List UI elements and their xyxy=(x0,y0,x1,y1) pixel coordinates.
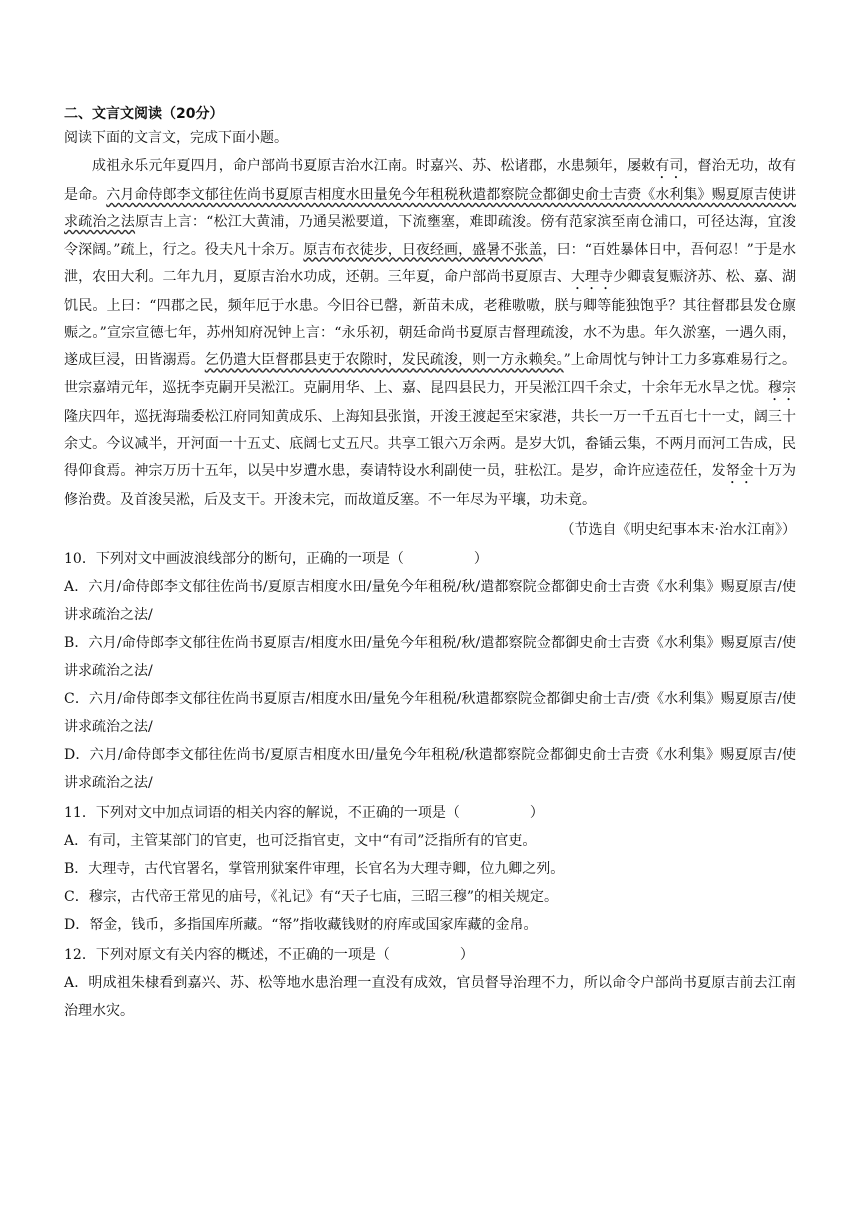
passage-source: （节选自《明史纪事本末·治水江南》） xyxy=(560,521,796,538)
passage-segment: 原吉上言：“松江大黄浦，乃通吴淞要道，下流壅塞，难即疏浚。傍有范家滨至南仓浦口，可径达海，宜浚令深阔。”疏上，行之。役夫凡十余万。 xyxy=(64,214,797,258)
passage-text xyxy=(64,153,796,515)
question-10-option-d: D．六月/命侍郎李文郁往佐尚书/夏原吉相度水田/量免今年租税/秋遣都察院佥都御史俞士吉赍《水利集》赐夏原吉/使讲求疏治之法/ xyxy=(64,746,796,791)
dotted-term-muzong: 穆宗 xyxy=(767,379,797,396)
question-12-stem: 12．下列对原文有关内容的概述，不正确的一项是（ ） xyxy=(64,946,474,963)
question-11-stem: 11．下列对文中加点词语的相关内容的解说，不正确的一项是（ ） xyxy=(64,804,544,821)
dotted-term-dalisi: 大理寺 xyxy=(570,268,614,285)
question-10-option-c: C．六月/命侍郎李文郁往佐尚书夏原吉/相度水田/量免今年租税/秋遣都察院佥都御史俞士吉/赍《水利集》赐夏原吉/使讲求疏治之法/ xyxy=(64,690,796,735)
dotted-term-youси: 有司 xyxy=(655,158,684,174)
question-11-option-c: C．穆宗，古代帝王常见的庙号，《礼记》有“天子七庙，三昭三穆”的相关规定。 xyxy=(64,888,559,905)
underlined-sentence-1: 原吉布衣徒步，日夜经画，盛暑不张盖 xyxy=(303,241,543,258)
question-10-stem: 10．下列对文中画波浪线部分的断句，正确的一项是（ ） xyxy=(64,550,488,567)
question-11-option-b: B．大理寺，古代官署名，掌管刑狱案件审理，长官名为大理寺卿，位九卿之列。 xyxy=(64,860,565,877)
question-12-option-a: A．明成祖朱棣看到嘉兴、苏、松等地水患治理一直没有成效，官员督导治理不力，所以命令户部尚书夏原吉前去江南治理水灾。 xyxy=(64,974,796,1019)
dotted-term-tangjin: 帑金 xyxy=(725,463,754,480)
document-content xyxy=(64,104,796,1025)
passage-segment: 成祖永乐元年夏四月，命户部尚书夏原吉治水江南。时嘉兴、苏、松诸郡，水患频年，屡敕 xyxy=(92,158,656,174)
question-10-option-b: B．六月/命侍郎李文郁往佐尚书夏原吉/相度水田/量免今年租税/秋/遣都察院佥都御史俞士吉赍《水利集》赐夏原吉/使讲求疏治之法/ xyxy=(64,634,796,679)
passage-segment: ，督治无功，故有是命。 xyxy=(64,158,797,203)
passage-segment: 隆庆四年，巡抚海瑞委松江府同知黄成乐、上海知县张嵿，开浚王渡起至宋家港，共长一万一千五百七十一丈，阔三十余丈。今议减半，开河面一十五丈、底阔七丈五尺。共享工银六万余两。是岁大饥，畚锸云集，不两月而河工告成，民得仰食焉。神宗万历十五年，以吴中岁遭水患，奏请特设水利副使一员，驻松江。是岁，命许应逵莅任，发 xyxy=(64,408,796,480)
section-title: 二、文言文阅读（20分） xyxy=(64,106,224,122)
passage-segment: ，曰：“百姓暴体日中，吾何忍！”于是水泄，农田大利。二年九月，夏原吉治水功成，还朝。三年夏，命户部尚书夏原吉、 xyxy=(64,241,797,285)
passage-segment: 十万为修治费。及首浚吴淞，后及支干。开浚未完，而故道反塞。不一年尽为平壤，功未竟。 xyxy=(64,463,797,509)
passage-segment: ”上命周忱与钟计工力多寡难易行之。世宗嘉靖元年，巡抚李克嗣开吴淞江。克嗣用华、上、嘉、昆四县民力，开吴淞江四千余丈，十余年无水旱之忧。 xyxy=(64,352,797,396)
section-instruction: 阅读下面的文言文，完成下面小题。 xyxy=(64,130,288,146)
question-11-option-a: A．有司，主管某部门的官吏，也可泛指官吏，文中“有司”泛指所有的官吏。 xyxy=(64,832,537,849)
wavy-underlined-sentence: 六月命侍郎李文郁往佐尚书夏原吉相度水田量免今年租税秋遣都察院佥都御史俞士吉赍《水利集》赐夏原吉使讲求疏治之法 xyxy=(64,187,797,231)
passage-segment: 少卿袁复赈济苏、松、嘉、湖饥民。上曰：“四郡之民，频年厄于水患。今旧谷已罄，新苗未成，老稚嗷嗷，朕与卿等能独饱乎？其往督郡县发仓廪赈之。”宣宗宣德七年，苏州知府况钟上言：“永乐初，朝廷命尚书夏原吉督理疏浚，水不为患。年久淤塞，一遇久雨，遂成巨浸，田皆溺焉。 xyxy=(64,268,797,369)
question-10-option-a: A．六月/命侍郎李文郁往佐尚书/夏原吉相度水田/量免今年租税/秋/遣都察院佥都御史俞士吉赍《水利集》赐夏原吉/使讲求疏治之法/ xyxy=(64,578,796,623)
question-11-option-d: D．帑金，钱币，多指国库所藏。“帑”指收藏钱财的府库或国家库藏的金帛。 xyxy=(64,916,538,933)
underlined-sentence-2: 乞仍遣大臣督郡县吏于农隙时，发民疏浚，则一方永赖矣。 xyxy=(204,352,564,369)
